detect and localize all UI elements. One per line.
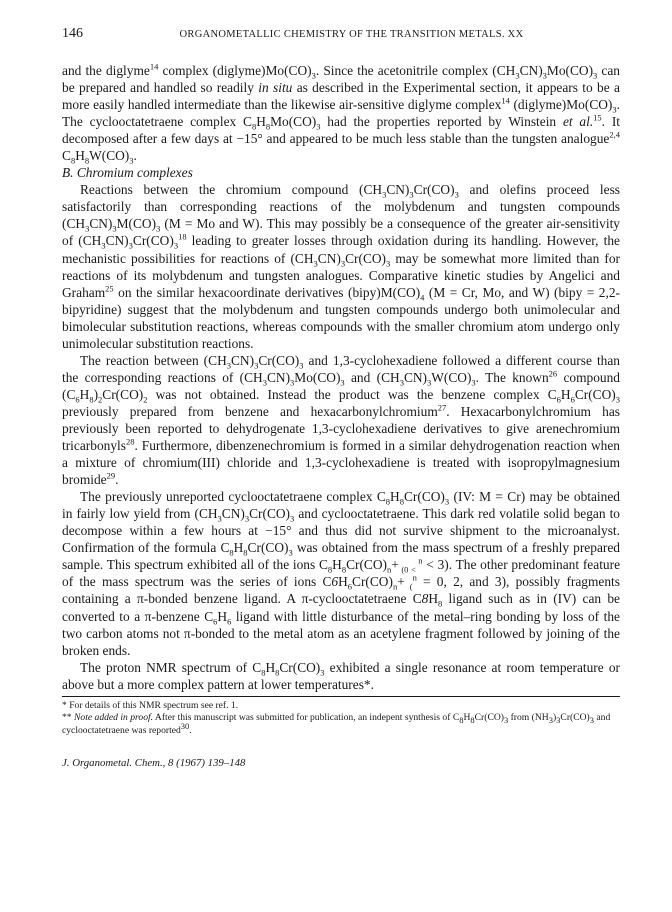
journal-reference: J. Organometal. Chem., 8 (1967) 139–148 [62, 757, 246, 770]
paragraph-3: The reaction between $(CH_3CN)_3Cr(CO)_3$ and 1,3-cyclohexadiene followed a different course than the corresponding reactions of $(CH_3CN)_3Mo(CO)_3$ and $(CH_3CN)_3W(CO)_3$. The known$^{26}$ compound $(C_6H_8)_2Cr(CO)_2$ was not obtained. Instead the product was the benzene complex $C_6H_6Cr(CO)_3$ previously prepared from benzene and hexacarbonylchromium$^{27}$. Hexacarbonylchromium has previously been reported to dehydrogenate 1,3-cyclohexadiene derivatives to give arenechromium tricarbonyls$^{28}$. Furthermore, dibenzenechromium is formed in a similar dehydrogenation reaction when a mixture of chromium(III) chloride and 1,3-cyclohexadiene is treated with isopropylmagnesium bromide$^{29}$. [62, 352, 620, 488]
footnote-2: ** Note added in proof. After this manuscript was submitted for publication, an indepent synthesis of $C_8H_8Cr(CO)_3$ from $(NH_3)_3Cr(CO)_3$ and cyclooctatetraene was reported$^{30}$. [62, 712, 611, 736]
paragraph-2: Reactions between the chromium compound $(CH_3CN)_3Cr(CO)_3$ and olefins proceed less satisfactorily than corresponding reactions of the molybdenum and tungsten compounds $(CH_3CN)_3M(CO)_3$ (M = Mo and W). This may possibly be a consequence of the greater air-sensitivity of $(CH_3CN)_3Cr(CO)_3^{18}$ leading to greater losses through oxidation during its handling. However, the mechanistic possibilities for reactions of $(CH_3CN)_3Cr(CO)_3$ may be somewhat more limited than for reactions of its molybdenum and tungsten analogues. Comparative kinetic studies by Angelici and Graham$^{25}$ on the similar hexacoordinate derivatives $(bipy)M(CO)_4$ (M = Cr, Mo, and W) (bipy = 2,2-bipyridine) suggest that the molybdenum and tungsten compounds undergo both unimolecular and bimolecular substitution reactions, whereas compounds with the smaller chromium atom undergo only unimolecular substitution reactions. [62, 182, 620, 351]
body-text [62, 62, 620, 693]
paragraph-5: The proton NMR spectrum of $C_8H_8Cr(CO)_3$ exhibited a single resonance at room temperature or above but a more complex pattern at lower temperatures*. [62, 659, 620, 692]
paragraph-4: The previously unreported cyclooctatetraene complex $C_8H_8Cr(CO)_3$ (IV: M = Cr) may be obtained in fairly low yield from $(CH_3CN)_3Cr(CO)_3$ and cyclooctatetraene. This dark red volatile solid began to decompose within a few hours at −15° and thus did not survive shipment to the microanalyst. Confirmation of the formula $C_8H_8Cr(CO)_3$ was obtained from the mass spectrum of a freshly prepared sample. This spectrum exhibited all of the ions $C_8H_8Cr(CO)_n+ _{(0 <}$ $^n$ < 3). The other predominant feature of the mass spectrum was the series of ions $C6H_6Cr(CO)_n+ _(^n = 0$, 2, and 3), possibly fragments containing a π-bonded benzene ligand. A π-cyclooctatetraene $C8H_8$ ligand such as in (IV) can be converted to a π-benzene $C_6H_6$ ligand with little disturbance of the metal–ring bonding by loss of the two carbon atoms not π-bonded to the metal atom as an acetylene fragment followed by joining of the broken ends. [62, 489, 621, 658]
footnotes [62, 700, 620, 738]
running-header [62, 26, 620, 48]
paragraph-1: and the diglyme$^{14}$ complex $(diglyme)Mo(CO)_3$. Since the acetonitrile complex $(CH_3CN)_3Mo(CO)_3$ can be prepared and handled so readily in situ as described in the Experimental section, it appears to be a more easily handled intermediate than the likewise air-sensitive diglyme complex$^{14}$ $(diglyme)Mo(CO)_3$. The cyclooctatetraene complex $C_8H_8Mo(CO)_3$ had the properties reported by Winstein et al.$^{15}$. It decomposed after a few days at −15° and appeared to be much less stable than the tungsten analogue$^{2,4}$ $C_8H_8W(CO)_3$. [62, 61, 621, 166]
page-number: 146 [62, 26, 83, 41]
footnote-1: * For details of this NMR spectrum see ref. 1. [62, 699, 239, 711]
section-heading: B. Chromium complexes [62, 165, 193, 181]
footnote-rule [62, 696, 620, 697]
page [62, 26, 620, 769]
running-title: ORGANOMETALLIC CHEMISTRY OF THE TRANSITION METALS. XX [179, 29, 524, 40]
